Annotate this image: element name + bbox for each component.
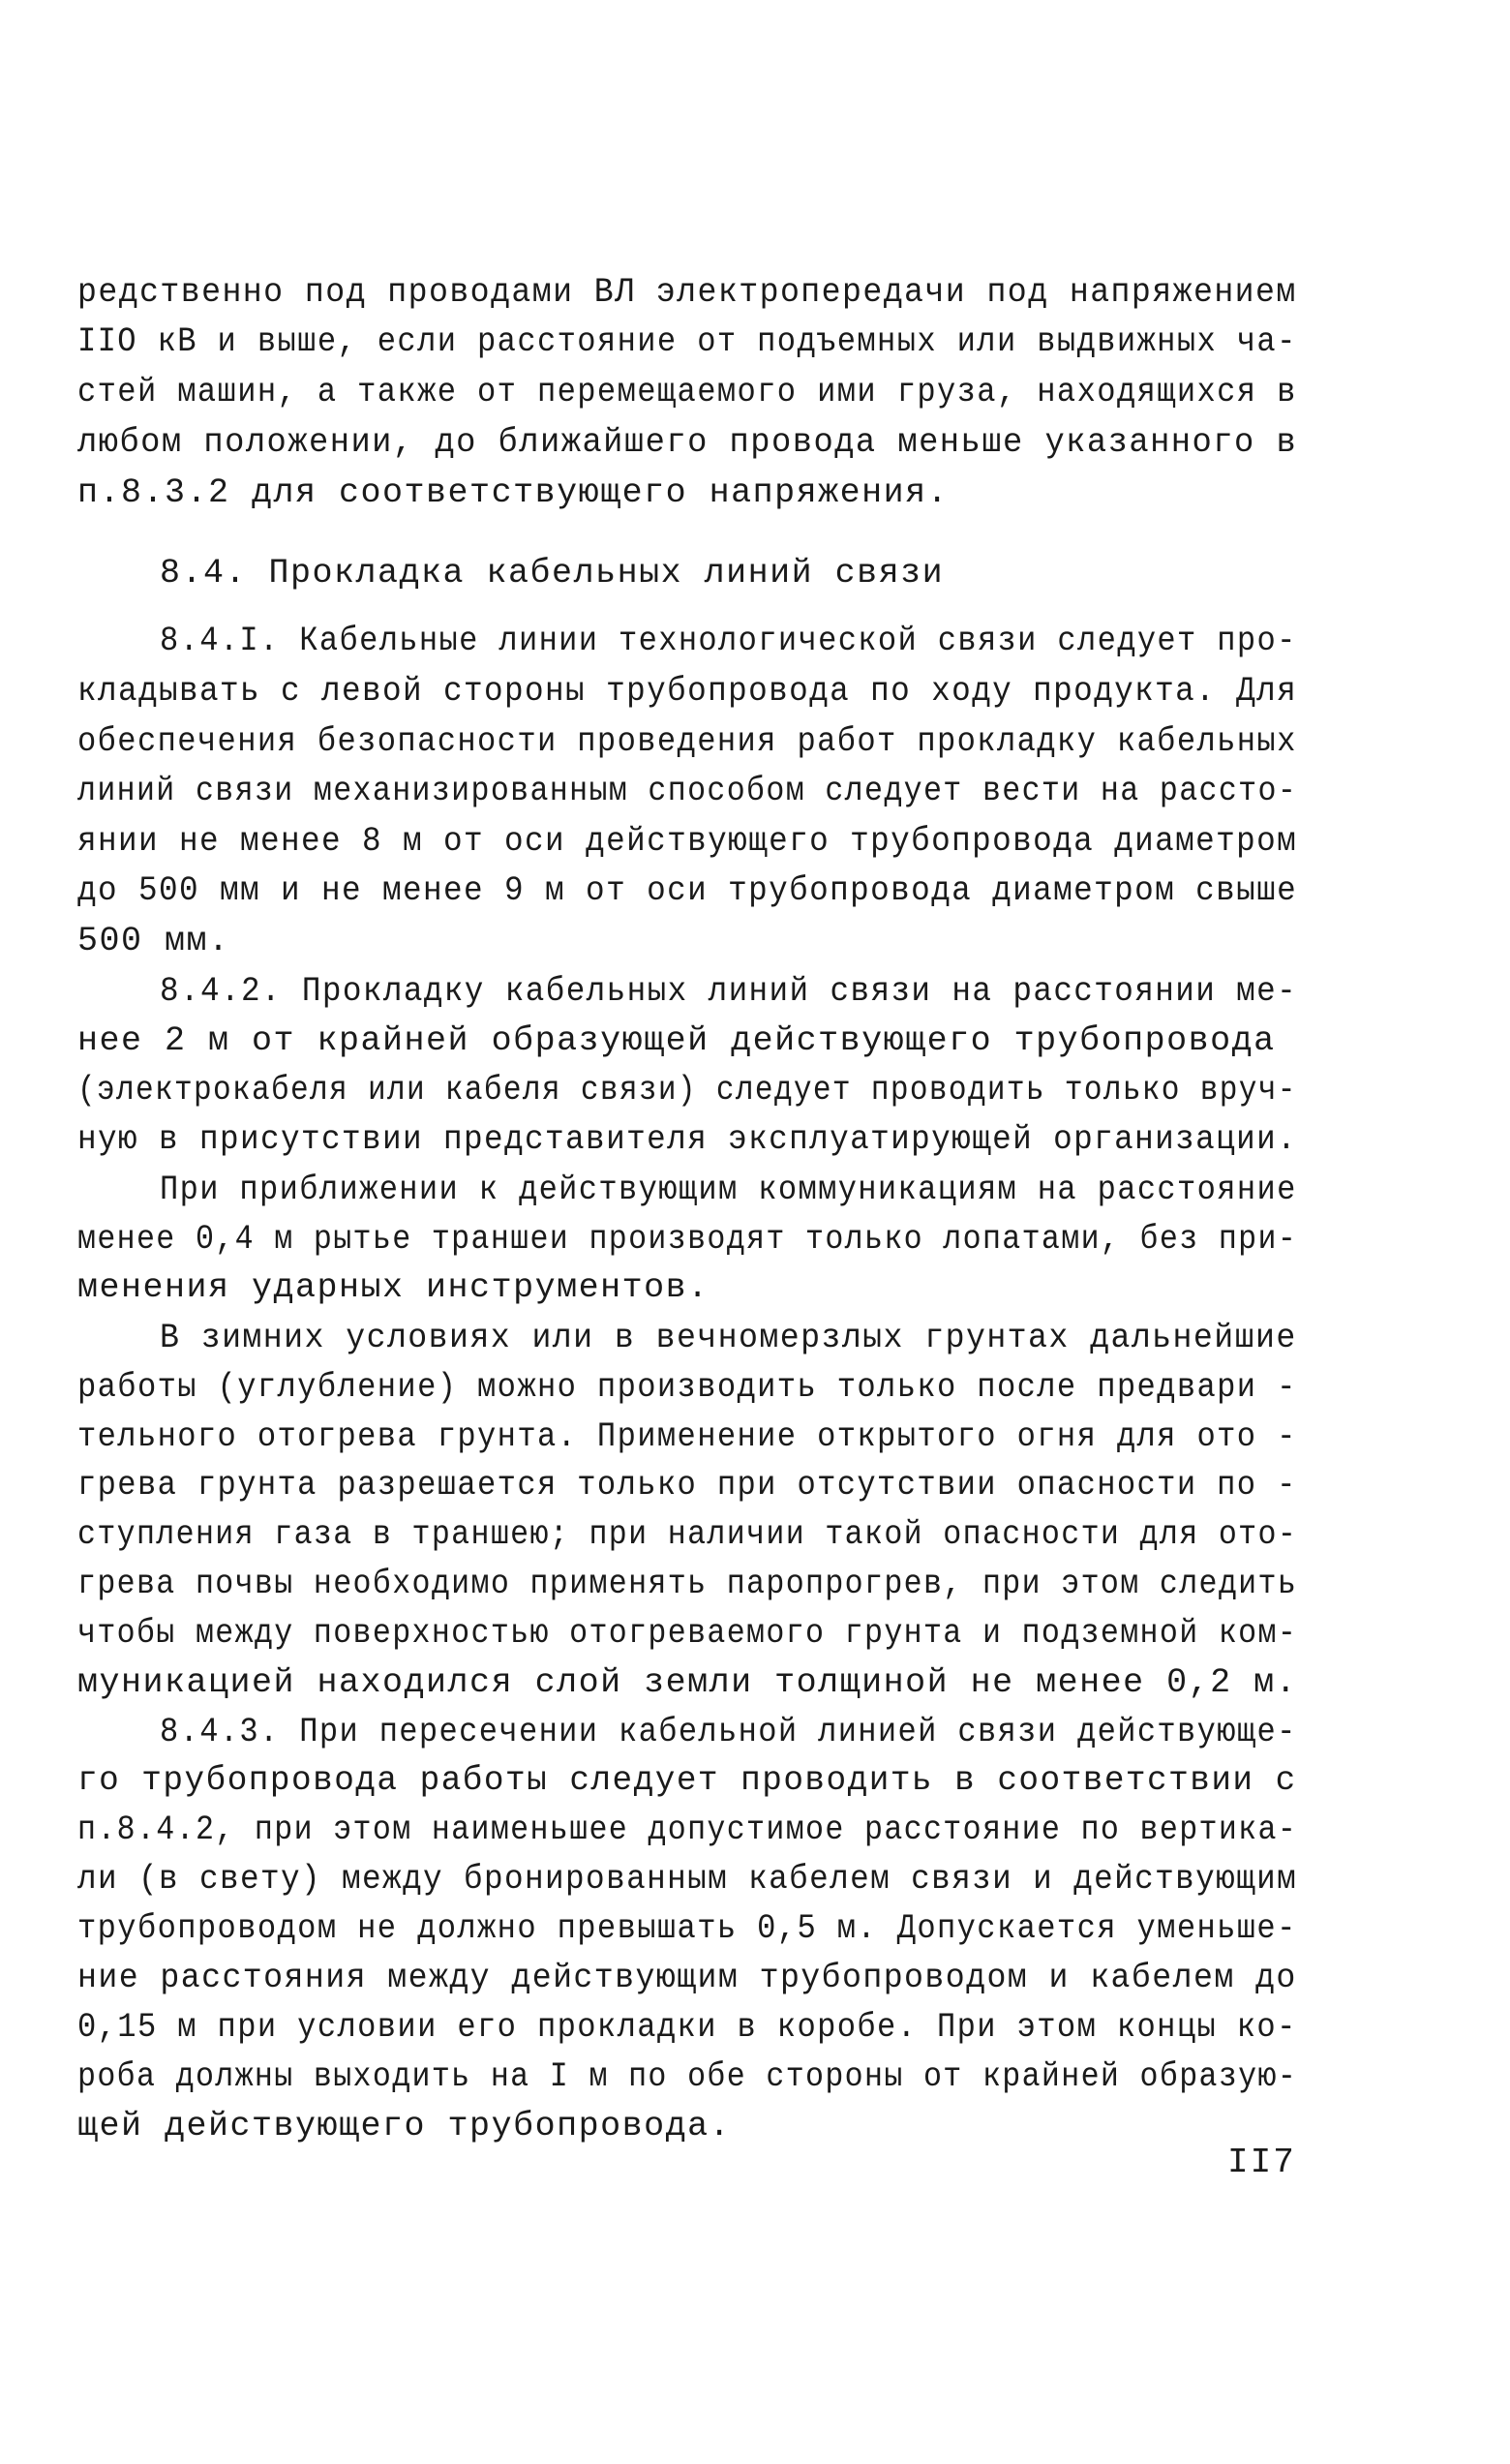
text-line: тельного отогрева грунта. Применение открытого огня для ото - <box>77 1417 1297 1456</box>
text-line: нее 2 м от крайней образующей действующего трубопровода <box>77 1021 1276 1060</box>
text-line: (электрокабеля или кабеля связи) следует проводить только вруч- <box>77 1071 1297 1110</box>
text-line: обеспечения безопасности проведения работ прокладку кабельных <box>77 722 1297 761</box>
page-number: II7 <box>1227 2143 1296 2182</box>
text-line: п.8.4.2, при этом наименьшее допустимое расстояние по вертика- <box>77 1810 1298 1849</box>
text-line: чтобы между поверхностью отогреваемого грунта и подземной ком- <box>77 1614 1298 1653</box>
text-line: ную в присутствии представителя эксплуатирующей организации. <box>77 1120 1298 1159</box>
text-line: В зимних условиях или в вечномерзлых грунтах дальнейшие <box>160 1319 1297 1357</box>
text-line: работы (углубление) можно производить только после предвари - <box>77 1368 1297 1407</box>
text-line: ли (в свету) между бронированным кабелем связи и действующим <box>77 1860 1298 1899</box>
text-line: трубопроводом не должно превышать 0,5 м. Допускается уменьше- <box>77 1909 1297 1948</box>
text-line: линий связи механизированным способом следует вести на рассто- <box>77 772 1298 810</box>
section-heading: 8.4. Прокладка кабельных линий связи <box>160 554 945 593</box>
text-line: IIO кВ и выше, если расстояние от подъемных или выдвижных ча- <box>77 322 1297 361</box>
text-line: до 500 мм и не менее 9 м от оси трубопровода диаметром свыше <box>77 871 1298 910</box>
text-line: 8.4.3. При пересечении кабельной линией связи действующе- <box>160 1713 1297 1751</box>
text-line: го трубопровода работы следует проводить в соответствии с <box>77 1761 1297 1800</box>
text-line: щей действующего трубопровода. <box>77 2107 732 2145</box>
text-line: роба должны выходить на I м по обе стороны от крайней образую- <box>77 2057 1298 2096</box>
text-line: янии не менее 8 м от оси действующего трубопровода диаметром <box>77 822 1298 861</box>
text-line: ние расстояния между действующим трубопроводом и кабелем до <box>77 1959 1297 1997</box>
text-line: любом положении, до ближайшего провода меньше указанного в <box>77 423 1298 462</box>
text-line: менее 0,4 м рытье траншеи производят только лопатами, без при- <box>77 1220 1298 1259</box>
text-line: грева почвы необходимо применять паропрогрев, при этом следить <box>77 1565 1298 1603</box>
text-line: муникацией находился слой земли толщиной не менее 0,2 м. <box>77 1663 1298 1702</box>
text-line: менения ударных инструментов. <box>77 1268 710 1307</box>
text-line: стей машин, а также от перемещаемого ими груза, находящихся в <box>77 373 1297 411</box>
text-line: редственно под проводами ВЛ электропередачи под напряжением <box>77 273 1297 312</box>
text-line: грева грунта разрешается только при отсутствии опасности по - <box>77 1466 1297 1505</box>
text-line: 8.4.2. Прокладку кабельных линий связи на расстоянии ме- <box>160 972 1298 1011</box>
text-line: ступления газа в траншею; при наличии такой опасности для ото- <box>77 1515 1298 1554</box>
text-line: При приближении к действующим коммуникациям на расстояние <box>160 1171 1297 1209</box>
text-line: 8.4.I. Кабельные линии технологической связи следует про- <box>160 622 1297 660</box>
text-line: кладывать с левой стороны трубопровода по ходу продукта. Для <box>77 672 1298 711</box>
text-line: 0,15 м при условии его прокладки в коробе. При этом концы ко- <box>77 2008 1297 2047</box>
text-line: п.8.3.2 для соответствующего напряжения. <box>77 473 950 512</box>
text-line: 500 мм. <box>77 922 230 960</box>
